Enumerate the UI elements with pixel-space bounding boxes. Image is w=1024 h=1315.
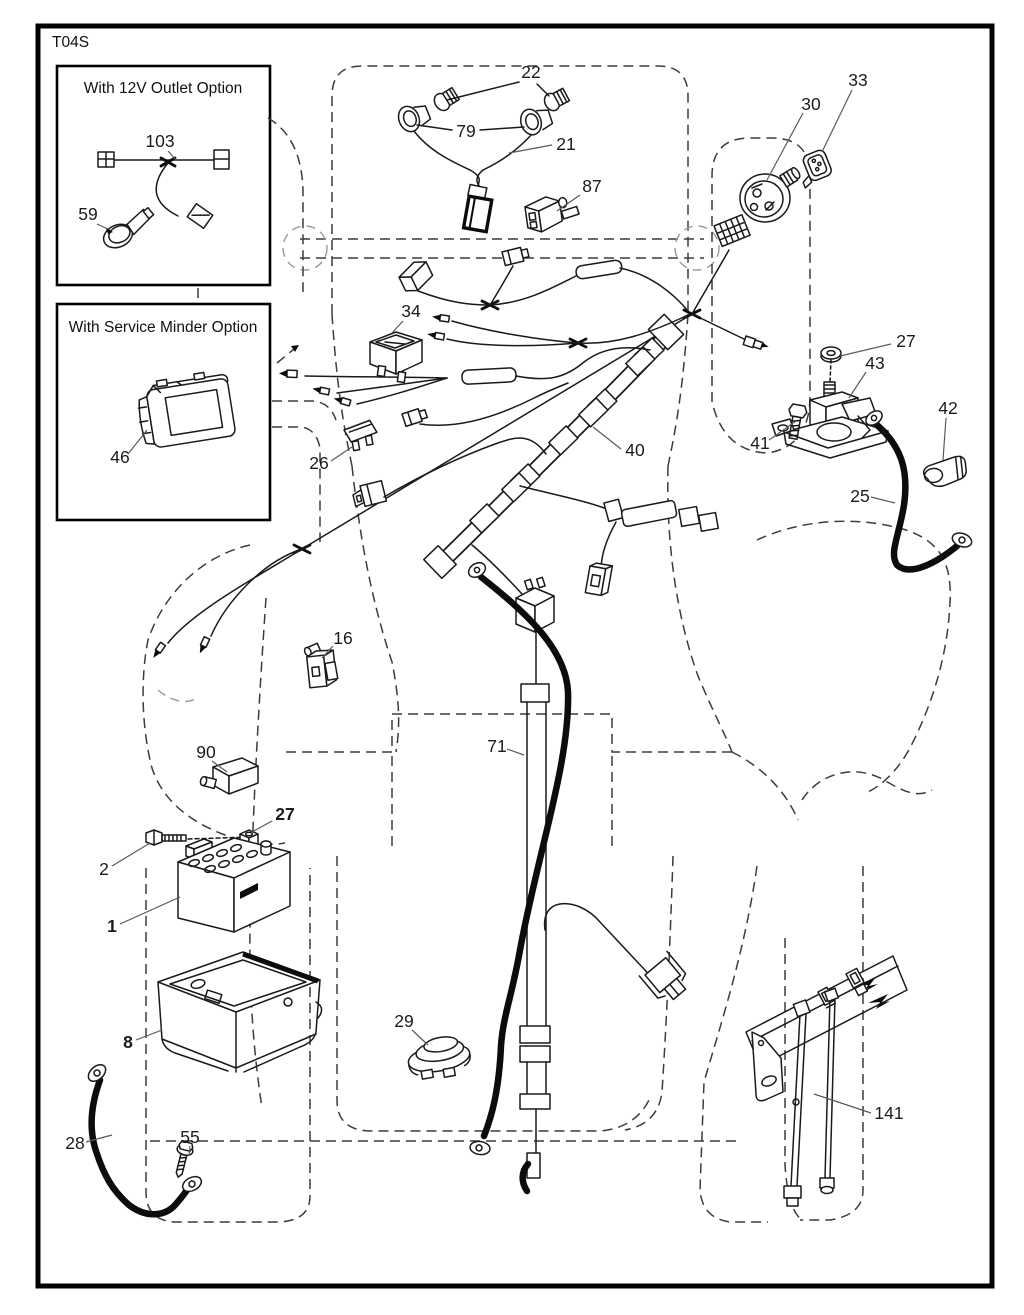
part-label-2: 2 bbox=[99, 859, 109, 879]
part-label-141: 141 bbox=[874, 1103, 904, 1123]
part-label-71: 71 bbox=[487, 736, 507, 756]
part-label-16: 16 bbox=[333, 628, 353, 648]
headlight-socket-left-icon bbox=[395, 99, 433, 134]
harness-branch-right bbox=[520, 486, 718, 596]
part-label-33: 33 bbox=[848, 70, 868, 90]
part-label-1: 1 bbox=[107, 916, 117, 936]
seat-cap-29-illustration bbox=[405, 1033, 473, 1083]
part-label-90: 90 bbox=[196, 742, 216, 762]
part-label-79: 79 bbox=[456, 121, 476, 141]
switch-16-illustration bbox=[303, 641, 339, 688]
ignition-key-illustration bbox=[794, 149, 834, 188]
part-label-59: 59 bbox=[78, 204, 98, 224]
part-label-42: 42 bbox=[938, 398, 958, 418]
part-label-22: 22 bbox=[521, 62, 541, 82]
part-label-103: 103 bbox=[145, 131, 175, 151]
part-label-41: 41 bbox=[750, 433, 770, 453]
part-label-87: 87 bbox=[582, 176, 602, 196]
headlight-bulb-left-icon bbox=[431, 86, 460, 113]
part-label-30: 30 bbox=[801, 94, 821, 114]
part-label-46: 46 bbox=[110, 447, 130, 467]
part-label-27-solenoid: 27 bbox=[896, 331, 916, 351]
ignition-switch-illustration bbox=[740, 166, 802, 222]
terminal-boot-42 bbox=[922, 456, 967, 488]
seat-switch-connector-illustration bbox=[545, 904, 694, 1007]
part-label-40: 40 bbox=[625, 440, 645, 460]
battery-1 bbox=[178, 838, 290, 932]
diagram-id: T04S bbox=[52, 34, 90, 51]
connector-87-illustration bbox=[524, 193, 581, 234]
switch-34-illustration bbox=[370, 332, 422, 383]
part-label-21: 21 bbox=[556, 134, 576, 154]
ground-cable-center-illustration bbox=[466, 560, 568, 1156]
harness-branch-upper bbox=[396, 246, 688, 311]
part-label-27-battery: 27 bbox=[275, 804, 295, 824]
part-label-25: 25 bbox=[850, 486, 870, 506]
bracket-141-illustration bbox=[746, 956, 907, 1206]
part-label-28: 28 bbox=[65, 1133, 85, 1153]
hour-meter-90-illustration bbox=[200, 758, 258, 794]
part-label-55: 55 bbox=[180, 1127, 200, 1147]
battery-box-8 bbox=[158, 952, 322, 1072]
part-label-34: 34 bbox=[401, 301, 421, 321]
inset-service-minder-option bbox=[57, 304, 270, 520]
bolt-2 bbox=[146, 830, 186, 845]
part-label-26: 26 bbox=[309, 453, 329, 473]
battery-group-illustration bbox=[146, 830, 322, 1072]
inset-12v-caption: With 12V Outlet Option bbox=[83, 80, 243, 97]
part-label-29: 29 bbox=[394, 1011, 414, 1031]
inset-12v-outlet-option bbox=[57, 66, 270, 285]
cable-71-illustration bbox=[472, 545, 554, 1191]
part-label-43: 43 bbox=[865, 353, 885, 373]
part-label-8: 8 bbox=[123, 1032, 133, 1052]
headlight-bulb-right-icon bbox=[542, 87, 571, 114]
inset-service-minder-caption: With Service Minder Option bbox=[68, 319, 258, 336]
